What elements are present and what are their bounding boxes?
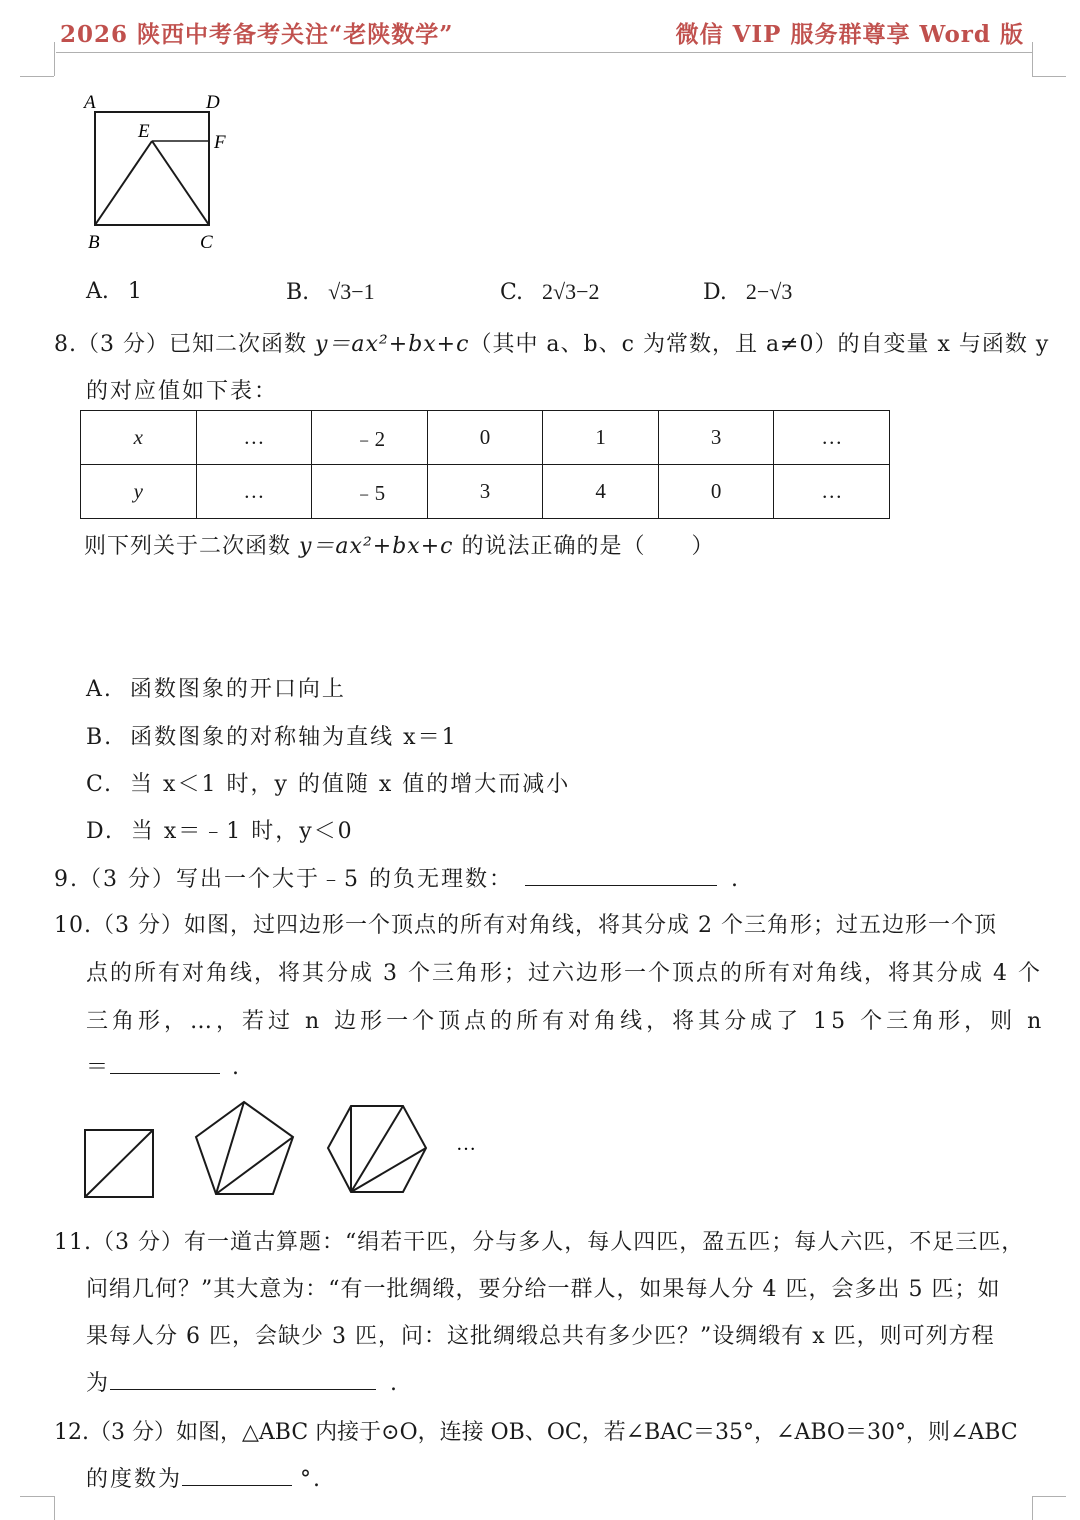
table-cell: 3 bbox=[658, 411, 774, 465]
q10-line4-pre: ＝ bbox=[86, 1055, 111, 1080]
header-rule bbox=[56, 52, 1032, 53]
table-cell: y bbox=[81, 465, 197, 519]
q10-line1: 10.（3 分）如图，过四边形一个顶点的所有对角线，将其分成 2 个三角形；过五边形一个顶 bbox=[54, 913, 997, 938]
table-cell: ﹣2 bbox=[312, 411, 428, 465]
q7-option-d-text: 2−√3 bbox=[745, 279, 793, 304]
table-row-y bbox=[81, 465, 890, 519]
header-right-title: 微信 VIP 服务群尊享 Word 版 bbox=[675, 21, 1024, 48]
label-F: F bbox=[214, 132, 226, 153]
table-cell: 4 bbox=[543, 465, 659, 519]
q12-answer-blank[interactable] bbox=[182, 1466, 292, 1486]
q8-stem-line2: 的对应值如下表： bbox=[86, 379, 279, 404]
q11-line4-pre: 为 bbox=[86, 1371, 111, 1396]
q8-option-b-text: 函数图象的对称轴为直线 x＝1 bbox=[130, 725, 458, 750]
crop-mark-bottom-right-v bbox=[1032, 1496, 1033, 1520]
q7-option-a-letter: A. bbox=[86, 279, 109, 304]
table-cell: ﹣5 bbox=[312, 465, 428, 519]
q11-answer-blank[interactable] bbox=[110, 1370, 376, 1390]
q8-option-c-letter: C. bbox=[86, 772, 114, 797]
q8-option-b bbox=[86, 720, 458, 751]
label-D: D bbox=[206, 92, 220, 113]
table-cell: x bbox=[81, 411, 197, 465]
q11-line2: 问绢几何？”其大意为：“有一批绸缎，要分给一群人，如果每人分 4 匹，会多出 5 匹；如 bbox=[86, 1277, 1001, 1302]
q7-option-b-letter: B. bbox=[286, 280, 310, 305]
q12-line2-end: °. bbox=[300, 1467, 323, 1492]
q9-answer-blank[interactable] bbox=[525, 866, 717, 886]
q11-line4-end: . bbox=[390, 1371, 400, 1396]
q7-option-d-letter: D. bbox=[703, 280, 727, 305]
q10-line4 bbox=[86, 1050, 241, 1081]
q8-prompt-formula: y＝ax²+bx+c bbox=[299, 534, 454, 559]
q8-option-d-text: 当 x＝﹣1 时，y＜0 bbox=[130, 819, 354, 844]
q10-answer-blank[interactable] bbox=[110, 1054, 220, 1074]
quadrilateral-figure bbox=[85, 1130, 153, 1197]
q8-option-c bbox=[86, 767, 570, 798]
table-cell: 3 bbox=[427, 465, 543, 519]
hexagon-figure bbox=[328, 1106, 426, 1192]
table-cell: … bbox=[774, 465, 890, 519]
crop-mark-top-right-v bbox=[1032, 42, 1033, 76]
table-cell: 1 bbox=[543, 411, 659, 465]
q7-option-c-letter: C. bbox=[500, 280, 524, 305]
q10-polygon-figures bbox=[80, 1096, 500, 1204]
q7-option-b-text: √3−1 bbox=[328, 279, 375, 304]
q7-option-a bbox=[86, 279, 142, 304]
table-cell: … bbox=[196, 411, 312, 465]
q11-line3: 果每人分 6 匹，会缺少 3 匹，问：这批绸缎总共有多少匹？”设绸缎有 x 匹，则可列方程 bbox=[86, 1324, 995, 1349]
table-cell: 0 bbox=[658, 465, 774, 519]
q8-option-a-text: 函数图象的开口向上 bbox=[129, 677, 346, 702]
q7-option-a-text: 1 bbox=[127, 279, 142, 304]
q7-square-figure bbox=[76, 86, 246, 256]
crop-mark-top-right bbox=[1032, 76, 1066, 77]
q8-line1-pre: 8.（3 分）已知二次函数 bbox=[54, 332, 315, 357]
label-A: A bbox=[84, 92, 96, 113]
q8-value-table bbox=[80, 410, 890, 519]
table-row-x bbox=[81, 411, 890, 465]
q12-line2-pre: 的度数为 bbox=[86, 1467, 183, 1492]
table-cell: … bbox=[196, 465, 312, 519]
q11-line4 bbox=[86, 1366, 399, 1397]
q10-figure-ellipsis: … bbox=[456, 1133, 476, 1155]
crop-mark-bottom-left-v bbox=[54, 1496, 55, 1520]
q7-option-c bbox=[500, 279, 600, 305]
q8-prompt bbox=[84, 529, 714, 560]
q8-line1-formula: y＝ax²+bx+c bbox=[314, 332, 470, 357]
q10-line2: 点的所有对角线，将其分成 3 个三角形；过六边形一个顶点的所有对角线，将其分成 4 个 bbox=[86, 961, 1042, 986]
q10-line4-end: . bbox=[232, 1055, 242, 1080]
q8-option-d-letter: D. bbox=[86, 819, 114, 844]
q12-line1: 12.（3 分）如图，△ABC 内接于⊙O，连接 OB、OC，若∠BAC＝35°，∠ABO＝30°，则∠ABC bbox=[54, 1420, 1018, 1445]
q7-option-d bbox=[703, 279, 792, 305]
q8-option-a-letter: A. bbox=[86, 677, 113, 702]
label-E: E bbox=[138, 121, 150, 142]
q12-line2 bbox=[86, 1462, 322, 1493]
q8-option-b-letter: B. bbox=[86, 725, 114, 750]
q8-option-a bbox=[86, 672, 346, 703]
q10-line3: 三角形，…，若过 n 边形一个顶点的所有对角线，将其分成了 15 个三角形，则 n bbox=[86, 1009, 1046, 1034]
q9-end: . bbox=[730, 867, 740, 892]
table-cell: 0 bbox=[427, 411, 543, 465]
label-B: B bbox=[88, 232, 100, 253]
crop-mark-bottom-left bbox=[20, 1496, 54, 1497]
label-C: C bbox=[200, 232, 213, 253]
q9-text: 9.（3 分）写出一个大于﹣5 的负无理数： bbox=[54, 867, 513, 892]
q8-line1-post: （其中 a、b、c 为常数，且 a≠0）的自变量 x 与函数 y bbox=[469, 332, 1050, 357]
pentagon-figure bbox=[196, 1102, 293, 1194]
crop-mark-top-left bbox=[20, 76, 54, 77]
q7-option-c-text: 2√3−2 bbox=[542, 279, 600, 304]
q7-option-b bbox=[286, 279, 375, 305]
crop-mark-bottom-right bbox=[1032, 1496, 1066, 1497]
table-cell: … bbox=[774, 411, 890, 465]
crop-mark-top-left-v bbox=[54, 42, 55, 76]
q8-prompt-pre: 则下列关于二次函数 bbox=[84, 534, 299, 559]
header-left-title: 2026 陕西中考备考关注“老陕数学” bbox=[60, 21, 454, 48]
q8-option-d bbox=[86, 814, 354, 845]
q9-stem bbox=[54, 862, 740, 893]
q11-line1: 11.（3 分）有一道古算题：“绢若干匹，分与多人，每人四匹，盈五匹；每人六匹，不足三匹， bbox=[54, 1230, 1025, 1255]
q8-option-c-text: 当 x＜1 时，y 的值随 x 值的增大而减小 bbox=[130, 772, 571, 797]
q8-stem-line1 bbox=[54, 327, 1049, 358]
q8-prompt-post: 的说法正确的是（ ） bbox=[453, 534, 715, 559]
